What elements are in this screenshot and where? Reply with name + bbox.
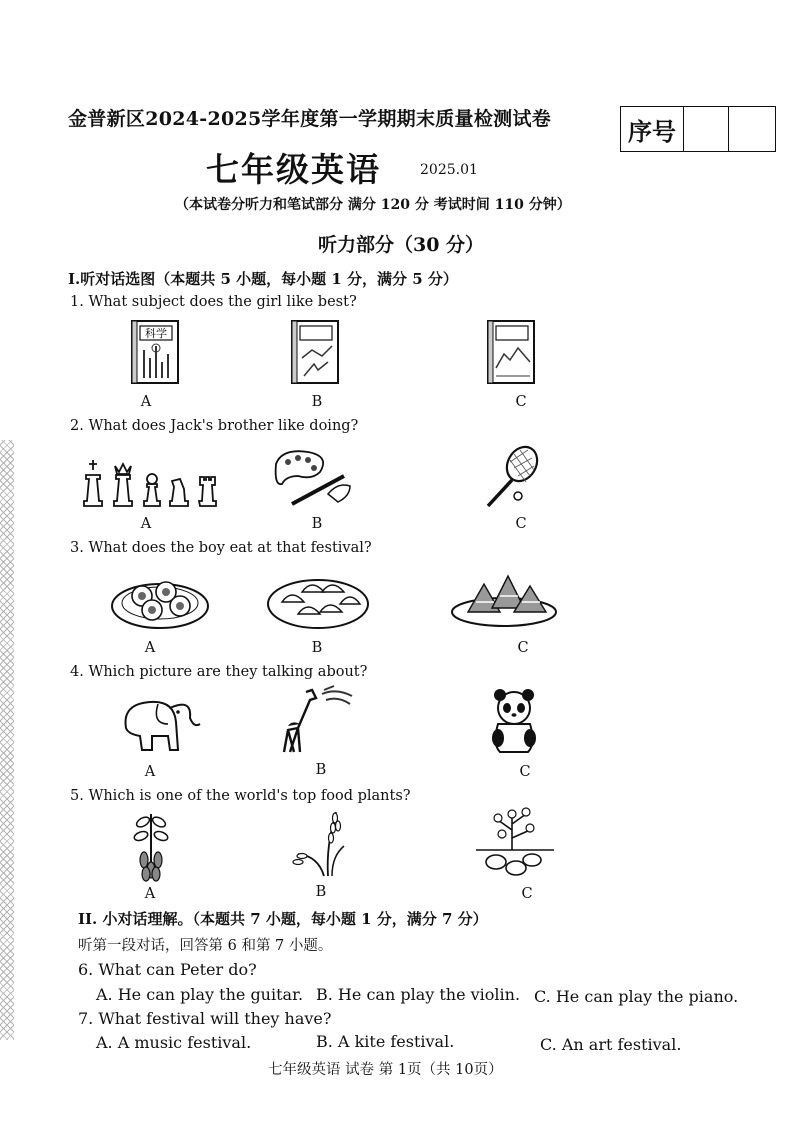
zongzi-icon [448,568,560,632]
q1-option-c-label[interactable]: C [515,394,527,410]
q6-option-c[interactable]: C. He can play the piano. [534,987,739,1006]
sequence-number-box [620,106,776,152]
question-6: 6. What can Peter do? [78,960,257,979]
q3-option-b-label[interactable]: B [311,640,323,656]
q2-option-c-label[interactable]: C [515,516,527,532]
q5-option-a-label[interactable]: A [144,886,156,902]
question-3: 3. What does the boy eat at that festival? [70,540,372,556]
q4-option-c-label[interactable]: C [519,764,531,780]
sequence-cell-2[interactable] [729,107,773,151]
exam-note: （本试卷分听力和笔试部分 满分 120 分 考试时间 110 分钟） [175,197,571,213]
section1-title: I.听对话选图（本题共 5 小题，每小题 1 分，满分 5 分） [68,270,458,288]
q7-option-a[interactable]: A. A music festival. [96,1033,252,1052]
q1-option-b-label[interactable]: B [311,394,323,410]
q6-option-a[interactable]: A. He can play the guitar. [96,985,304,1004]
question-1: 1. What subject does the girl like best? [70,294,357,310]
science-book-icon [128,318,182,386]
q5-option-b-label[interactable]: B [315,884,327,900]
book-title-science: 科学 [145,327,167,340]
chess-pieces-icon [78,452,220,510]
sequence-label: 序号 [621,107,684,151]
q5-option-c-label[interactable]: C [521,886,533,902]
question-5: 5. Which is one of the world's top food plants? [70,788,411,804]
dumplings-icon [264,570,372,632]
q3-option-a-label[interactable]: A [144,640,156,656]
section2-intro: 听第一段对话，回答第 6 和第 7 小题。 [78,938,333,954]
history-book-icon [288,318,342,386]
q7-option-c[interactable]: C. An art festival. [540,1035,682,1054]
geography-book-icon [484,318,538,386]
potato-plant-icon [472,806,556,878]
question-7: 7. What festival will they have? [78,1009,332,1028]
painting-palette-icon [268,446,354,512]
listening-part-title: 听力部分（30 分） [318,234,485,256]
question-2: 2. What does Jack's brother like doing? [70,418,359,434]
mooncakes-icon [108,570,212,632]
q1-option-a-label[interactable]: A [140,394,152,410]
panda-icon [484,686,544,756]
sequence-cell-1[interactable] [684,107,729,151]
tennis-racket-icon [478,444,544,512]
q3-option-c-label[interactable]: C [517,640,529,656]
elephant-icon [112,688,204,756]
q4-option-a-label[interactable]: A [144,764,156,780]
exam-date: 2025.01 [420,162,478,178]
q4-option-b-label[interactable]: B [315,762,327,778]
q6-option-b[interactable]: B. He can play the violin. [316,985,521,1004]
question-4: 4. Which picture are they talking about? [70,664,368,680]
section2-title: II. 小对话理解。（本题共 7 小题，每小题 1 分，满分 7 分） [78,910,488,928]
exam-title: 金普新区2024-2025学年度第一学期期末质量检测试卷 [68,108,552,130]
q7-option-b[interactable]: B. A kite festival. [316,1032,455,1051]
q2-option-a-label[interactable]: A [140,516,152,532]
giraffe-icon [276,684,360,756]
subject-title: 七年级英语 [206,150,381,189]
page-footer: 七年级英语 试卷 第 1页（共 10页） [268,1062,503,1078]
binding-edge-pattern [0,440,14,1040]
q2-option-b-label[interactable]: B [311,516,323,532]
peanut-plant-icon [126,810,176,884]
rice-plant-icon [288,806,352,880]
